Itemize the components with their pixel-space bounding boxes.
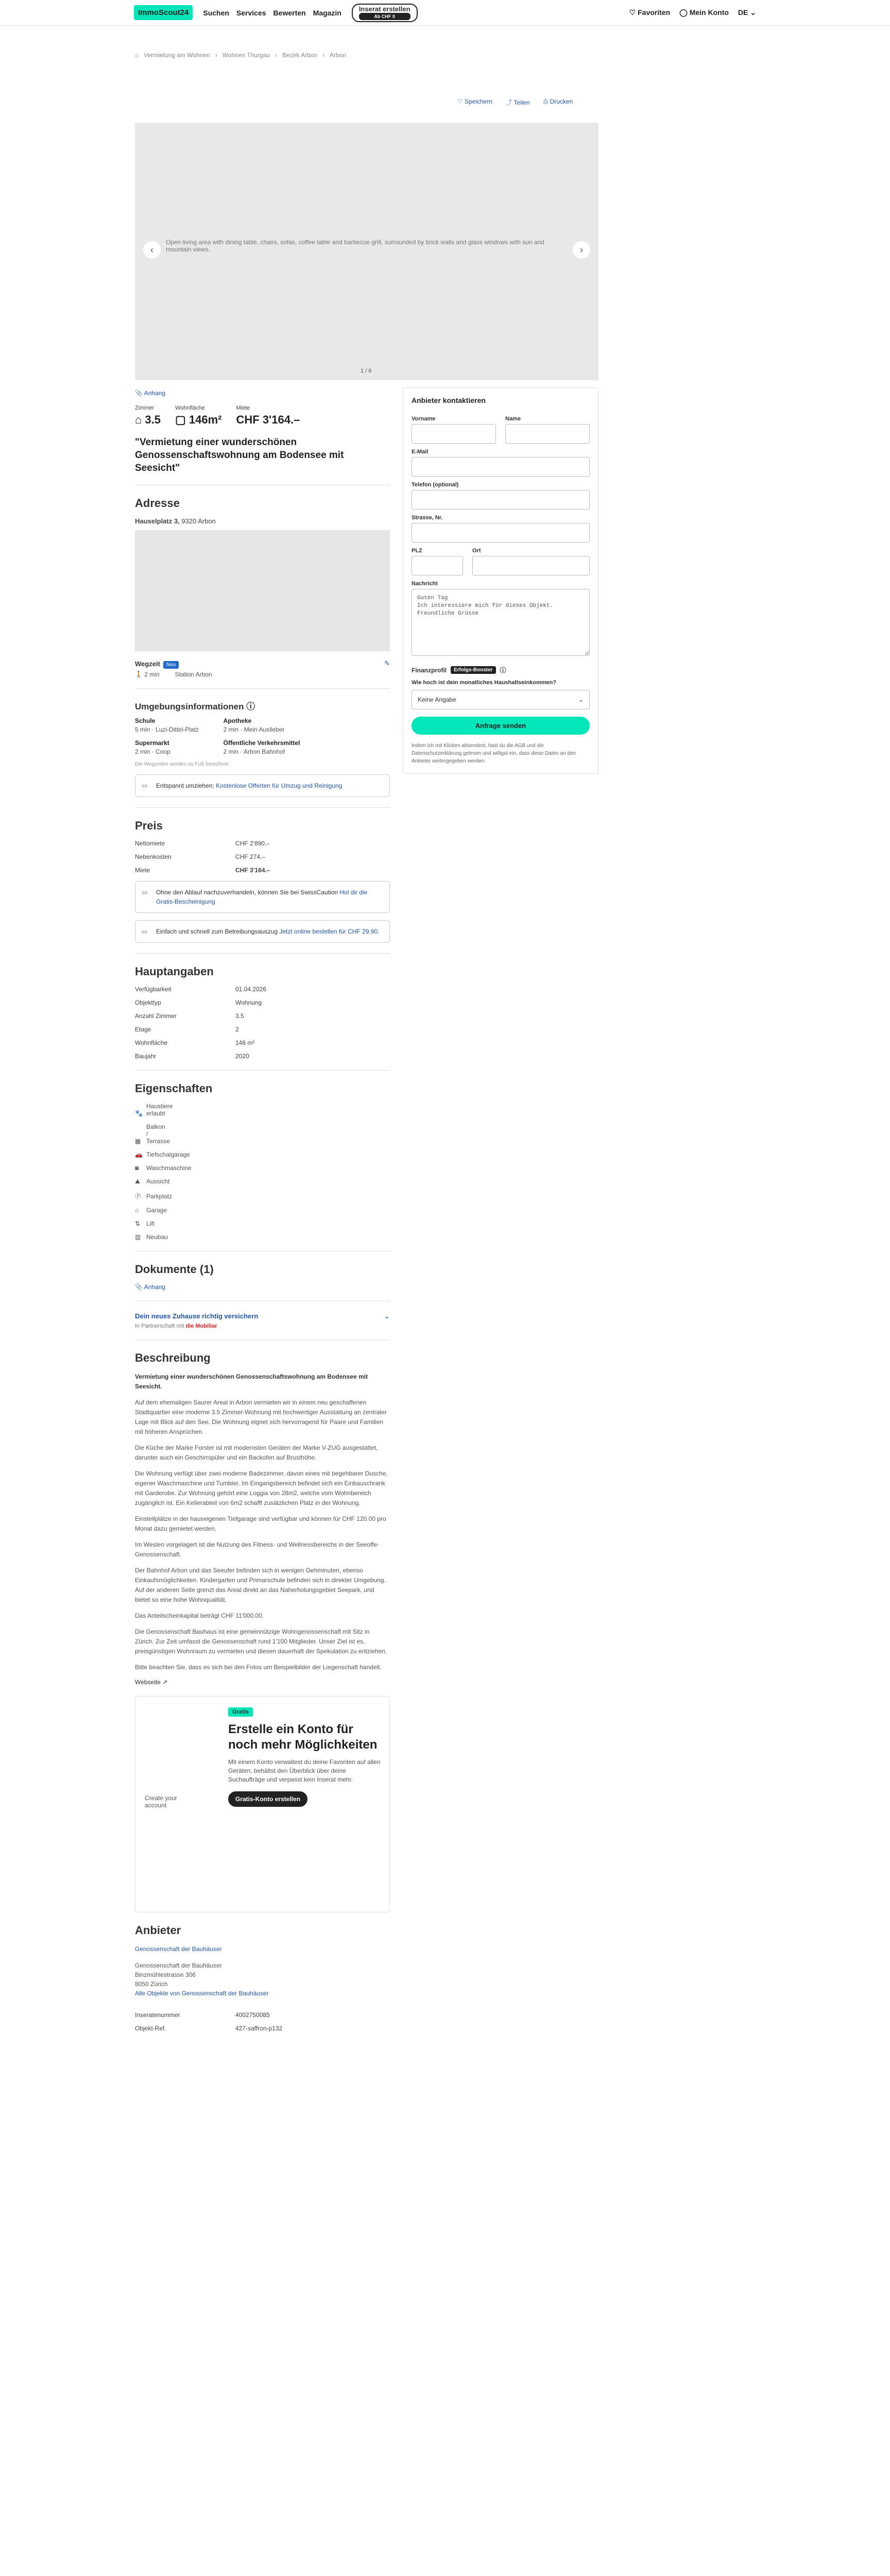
share-button[interactable]: ⤴ Teilen [506,99,530,106]
key-rooms-value: ⌂ 3.5 [135,413,161,426]
provider-address [135,1961,390,1989]
features-title: Eigenschaften [135,1082,213,1095]
price-extra-label: Nebenkosten [135,853,172,860]
feature-item [135,1192,390,1200]
washer-icon: ◙ [135,1164,139,1172]
rooms-label: Anzahl Zimmer [135,1012,177,1020]
poi-transport: Öffentliche Verkehrsmittel 2 min · Arbon Bahnhof [224,739,302,755]
first-name-input[interactable] [412,424,496,444]
feature-label: Tiefschalgarage [146,1151,190,1158]
insert-button[interactable] [352,4,418,22]
feature-label: Neubau [146,1233,168,1241]
top-header [0,0,890,26]
description-para: Einstellplätze in der hauseigenen Tiefgarage sind verfügbar und können für CHF 120.00 pro Monat dazu gemietet werden. [135,1515,386,1532]
poi-school-time: 5 min [135,726,150,733]
chevron-down-icon: ⌄ [384,1312,390,1320]
year-value: 2020 [235,1053,249,1060]
poi-transport-name: Arbon Bahnhof [244,748,285,755]
commute-heading [135,660,179,668]
moving-notice [135,774,390,797]
contact-form [403,387,598,774]
poi-supermarket: Supermarkt 2 min · Coop [135,739,213,755]
form-title: Anbieter kontaktieren [412,396,486,404]
chevron-right-icon[interactable]: › [573,241,590,259]
last-name-group [505,411,590,444]
gallery-counter: 1 / 6 [361,368,372,374]
rooms-value: 3.5 [235,1012,244,1020]
ref-id-label: Inseratenummer [135,2011,180,2019]
area-value: 146 m² [235,1039,255,1046]
price-total-label: Miete [135,867,150,874]
poi-pharmacy-label: Apotheke [223,717,252,724]
language-select[interactable] [738,8,756,17]
insert-label: Inserat erstellen [358,5,410,13]
city-label: Ort [472,548,481,554]
message-field[interactable] [412,589,590,656]
car-icon: 🚗 [135,1151,143,1158]
surroundings-title-text: Umgebungsinformationen [135,702,244,711]
key-rent-value: CHF 3'164.– [236,413,300,426]
share-label: Teilen [514,99,530,106]
cta-illustration-label: Create your account [145,1794,177,1809]
deposit-notice-text: Ohne den Ablauf nachzuverhandeln, können Sie bei SwissCaution [156,889,340,896]
feature-label: Aussicht [146,1178,170,1185]
description-para: Die Küche der Marke Forster ist mit modernsten Geräten der Marke V-ZUG ausgestattet, darunter auch ein Geschirrspüler und ein Backofen auf Brusthöhe. [135,1444,378,1461]
print-button[interactable]: ⎙ Drucken [543,98,573,105]
features-list [135,1103,390,1241]
debt-notice-text: Einfach und schnell zum Betreibungsauszug [156,928,280,935]
attachment-link[interactable]: 📎 Anhang [135,389,165,397]
garage-icon: ⌂ [135,1207,139,1214]
feature-item [135,1151,390,1158]
address-title: Adresse [135,497,180,510]
poi-pharmacy: Apotheke 2 min · Mein Auslleber [224,717,302,733]
finance-label: Finanzprofil [412,666,447,674]
price-title: Preis [135,819,163,832]
feature-label: Parkplatz [146,1193,173,1200]
feature-label: Garage [146,1207,167,1214]
key-area-number: 146m² [189,413,222,426]
chevron-down-icon: ⌄ [578,696,584,703]
description-title: Beschreibung [135,1351,211,1364]
save-button[interactable]: ♡ Speichern [457,98,493,105]
address-text [135,517,390,525]
address-street: Hauselplatz 3, [135,517,180,525]
price-extra-value: CHF 274.– [235,853,266,860]
main-info-title: Hauptangaben [135,965,214,978]
edit-icon[interactable]: ✎ [384,659,390,667]
street-field[interactable] [412,523,590,543]
income-question: Wie hoch ist dein monatliches Haushaltseinkommen? [412,680,557,686]
divider [135,688,390,689]
key-rooms-label: Zimmer [135,405,155,411]
poi-supermarket-label: Supermarkt [135,739,169,747]
poi-transport-time: 2 min [223,748,238,755]
divider [135,807,390,808]
commute-dest: Station Arbon [175,671,212,678]
key-area-label: Wohnfläche [175,405,205,411]
description-para: Der Bahnhof Arbon und das Seeufer befinden sich in wenigen Gehminuten, ebenso Einkaufsmöglichkeiten. Kindergarten und Primarschule befinden sich in direkter Umgebung. Auf der anderen Seite grenzt das Areal direkt an das Naherholungsgebiet Seepark, und bietet so eine hohe Wohnqualität. [135,1567,386,1603]
account-label: Mein Konto [689,8,729,16]
floor-label: Etage [135,1026,151,1033]
first-name-label: Vorname [412,416,436,422]
feature-item [135,1220,390,1227]
booster-badge: Erfolgs-Booster [451,666,496,674]
home-icon[interactable]: ⌂ [135,52,139,59]
favorites-link[interactable] [629,8,670,17]
zip-field[interactable] [412,556,463,575]
provider-line: Binzmühlestrasse 306 [135,1971,196,1978]
description-para: Auf dem ehemaligen Saurer Areal in Arbon vermieten wir in einem neu geschaffenen Stadtquartier eine moderne 3.5 Zimmer-Wohnung mit hochwertiger Ausstattung an zentraler Lage mit Blick auf den See. Die Wohnung eignet sich hervorragend für Paare und Familien mit höheren Ansprüchen. [135,1399,387,1435]
ref-id-value: 4002750085 [235,2011,270,2019]
create-account-button[interactable]: Gratis-Konto erstellen [228,1791,307,1807]
map[interactable] [135,530,390,651]
new-badge: Neu [163,661,179,669]
listing-title: "Vermietung einer wunderschönen Genossenschaftswohnung am Bodensee mit Seesicht" [135,437,344,473]
last-name-label: Name [505,416,521,422]
provider-line: Genossenschaft der Bauhäuser [135,1962,222,1969]
main-info-table [135,986,390,1060]
send-request-button[interactable]: Anfrage senden [412,717,590,735]
phone-label: Telefon (optional) [412,482,459,488]
main-column [135,387,390,2032]
header-right [629,8,756,17]
moving-notice-text: Entspannt umziehen: [156,782,216,789]
account-cta [135,1696,390,1912]
price-table [135,840,390,874]
commute-row [135,659,390,668]
last-name-input[interactable] [505,424,590,444]
feature-label: Lift [146,1220,155,1227]
building-icon: ▥ [135,1233,141,1241]
debt-notice [135,920,390,943]
commute-label: Wegzeit [135,659,160,668]
poi-school: Schule 5 min · Luzi-Dittel-Platz [135,717,213,733]
logo[interactable]: ImmoScout24 [134,5,193,20]
gallery-caption: Open living area with dining table, chairs, sofas, coffee table and barbecue grill, surrounded by brick walls and glass windows with sun and mountain views. [166,239,544,253]
save-label: Speichern [465,98,493,105]
phone-field[interactable] [412,490,590,510]
favorites-label: Favoriten [638,8,671,16]
chevron-down-icon: ⌄ [748,8,756,16]
crumb-3[interactable]: Bezirk Arbon [282,52,318,59]
attachment-label: Anhang [144,389,165,397]
avail-value: 01.04.2026 [235,986,267,993]
insurance-text [135,1312,258,1329]
zip-label: PLZ [412,548,422,554]
provider-line: 8050 Zürich [135,1980,168,1988]
key-area-value: ▢ 146m² [175,413,222,426]
feature-label: Haustiere erlaubt [146,1103,173,1117]
first-name-group [412,411,496,444]
divider [135,1070,390,1071]
price-total-value: CHF 3'164.– [235,867,270,874]
price-net-label: Nettomiete [135,840,165,847]
address-city: 9320 Arbon [181,517,216,525]
key-facts [135,405,390,427]
nav-search[interactable]: Suchen [203,8,229,17]
crumb-1[interactable]: Vermietung am Wohnen [144,52,210,59]
ref-obj-value: 427-saffron-p132 [235,2025,283,2032]
email-label: E-Mail [412,449,429,455]
document-label: Anhang [144,1283,165,1291]
mountain-icon: ⛰ [135,1178,141,1185]
document-link[interactable]: 📎 Anhang [135,1283,165,1291]
insert-sub: Ab CHF 0 [359,13,410,20]
income-value: Keine Angabe [418,696,456,703]
city-row [412,543,590,575]
poi-empty [312,717,390,733]
city-group [472,543,590,575]
poi-school-label: Schule [135,717,156,724]
description-body [135,1372,390,1672]
listing-actions [457,98,573,107]
description-para: Das Anteilscheinkapital beträgt CHF 11'000.00. [135,1612,264,1619]
insurance-title: Dein neues Zuhause richtig versichern [135,1312,259,1320]
poi-school-name: Luzi-Dittel-Platz [156,726,199,733]
key-rent-label: Miete [236,405,250,411]
form-legal: Indem ich mit Klicken absendest, hast du die AGB und die Datenschutzerklärung gelesen und willigst ein, dass diese Daten an den Anbieter weitergegeben werden. [412,743,576,764]
surroundings-grid [135,717,390,755]
feature-item [135,1233,390,1241]
heart-icon: ♡ [629,8,638,16]
paw-icon: 🐾 [135,1110,143,1117]
insurance-row[interactable] [135,1312,390,1329]
nav-valuate[interactable]: Bewerten [273,8,306,17]
description-para: Bitte beachten Sie, dass es sich bei den Fotos um Beispielbilder der Liegenschaft handelt. [135,1664,382,1671]
account-link[interactable] [679,8,729,17]
free-tag: Gratis [228,1707,253,1717]
type-value: Wohnung [235,999,262,1006]
chevron-left-icon[interactable]: ‹ [143,241,161,259]
user-icon: ◯ [679,8,690,16]
insurance-partner [135,1323,258,1329]
balcony-icon: ▦ [135,1138,141,1145]
parking-icon: Ⓟ [135,1193,142,1200]
key-rooms [135,405,161,427]
price-net-value: CHF 2'890.– [235,840,270,847]
provider-title: Anbieter [135,1924,181,1937]
feature-item [135,1103,390,1117]
surroundings-note: Die Wegzeiten werden zu Fuß berechnet [135,761,229,767]
info-icon[interactable]: ⓘ [500,667,506,674]
main-nav [203,9,341,17]
poi-supermarket-name: Coop [156,748,170,755]
type-label: Objekttyp [135,999,161,1006]
commute-time: 🚶 2 min [135,671,160,678]
website-link[interactable] [135,1679,390,1686]
print-label: Drucken [550,98,573,105]
feature-label: Waschmaschine [146,1164,192,1172]
commute-info [135,671,390,678]
debt-link[interactable]: Jetzt online bestellen für CHF 29.90. [279,928,380,935]
mobiliar-logo: die Mobiliar [185,1323,217,1329]
key-area [175,405,222,427]
language-label: DE [738,8,748,16]
feature-item [135,1123,390,1145]
provider-link[interactable]: Genossenschaft der Bauhäuser [135,1945,222,1953]
provider-refs [135,2011,390,2032]
zip-group [412,543,463,575]
crumb-4[interactable]: Arbon [330,52,347,59]
external-link-icon: ↗ [162,1679,168,1686]
moving-offers-link[interactable]: Kostenlose Offerten für Umzug und Reinigung [216,782,343,789]
nav-magazine[interactable]: Magazin [313,8,341,17]
elevator-icon: ⇅ [135,1220,141,1227]
area-label: Wohnfläche [135,1039,168,1046]
cta-title: Erstelle ein Konto für noch mehr Möglichkeiten [228,1722,378,1752]
key-rent [236,405,300,427]
key-rooms-number: 3.5 [145,413,161,426]
email-field[interactable] [412,457,590,477]
description-para: Vermietung einer wunderschönen Genossenschaftswohnung am Bodensee mit Seesicht. [135,1373,368,1390]
cta-content [228,1707,383,1807]
website-label: Webseite [135,1679,161,1686]
message-label: Nachricht [412,581,438,587]
finance-profile [412,666,590,674]
insurance-sub: In Partnerschaft mit [135,1323,184,1329]
feature-label: Balkon / Terrasse [146,1123,170,1145]
name-row [412,411,590,444]
poi-supermarket-time: 2 min [135,748,150,755]
provider-all-link[interactable]: Alle Objekte von Genossenschaft der Bauhäuser [135,1990,269,1997]
avail-label: Verfügbarkeit [135,986,172,993]
provider-info [135,1944,390,1998]
documents-title: Dokumente (1) [135,1263,214,1276]
poi-pharmacy-time: 2 min [223,726,238,733]
deposit-link[interactable]: Hol dir die Gratis-Bescheinigung [156,889,368,905]
year-label: Baujahr [135,1053,157,1060]
feature-item [135,1178,390,1185]
crumb-2[interactable]: Wohnen Thurgau [222,52,270,59]
deposit-notice [135,881,390,913]
commute-time-value: 2 min [144,671,160,678]
cta-text: Mit einem Konto verwaltest du deine Favoriten auf allen Geräten, behältst den Überblick über deine Suchaufträge und verpasst kein Inserat mehr. [228,1758,381,1783]
description-para: Im Westen vorgelagert ist die Nutzung des Fitness- und Wellnessbereichs in der Seeoffe-Genossenschaft. [135,1541,380,1558]
description-para: Die Genossenschaft Bauhaus ist eine gemeinnützige Wohngenossenschaft mit Sitz in Zürich. Zur Zeit umfasst die Genossenschaft rund 1'100 Mitglieder. Unser Ziel ist es, preisgünstigen Wohnraum zu vermieten und diesen dauerhaft der Spekulation zu entziehen. [135,1628,387,1655]
street-label: Strasse, Nr. [412,515,443,521]
divider [135,953,390,954]
feature-item [135,1164,390,1172]
info-icon[interactable]: ⓘ [246,702,255,711]
nav-services[interactable]: Services [236,8,266,17]
income-select[interactable] [412,690,590,709]
feature-item [135,1207,390,1214]
city-field[interactable] [472,556,590,575]
surroundings-title [135,699,390,712]
poi-pharmacy-name: Mein Auslleber [244,726,285,733]
floor-value: 2 [235,1026,239,1033]
image-gallery[interactable] [135,123,598,380]
description-para: Die Wohnung verfügt über zwei moderne Badezimmer, davon eines mit begehbarer Dusche, eigener Waschmaschine und Tumbler. Im Eingangsbereich befindet sich ein Einbauschrank mit Garderobe. Zur Wohnung gehört eine Loggia von 28m2, welche vom Wohnbereich zugänglich ist. Ein Kellerabteil von 6m2 schafft zusätzlichen Platz in der Wohnung. [135,1470,388,1506]
poi-transport-label: Öffentliche Verkehrsmittel [223,739,300,747]
breadcrumb: ⌂ Vermietung am Wohnen › Wohnen Thurgau › Bezirk Arbon › Arbon [135,52,347,59]
ref-obj-label: Objekt-Ref. [135,2025,166,2032]
